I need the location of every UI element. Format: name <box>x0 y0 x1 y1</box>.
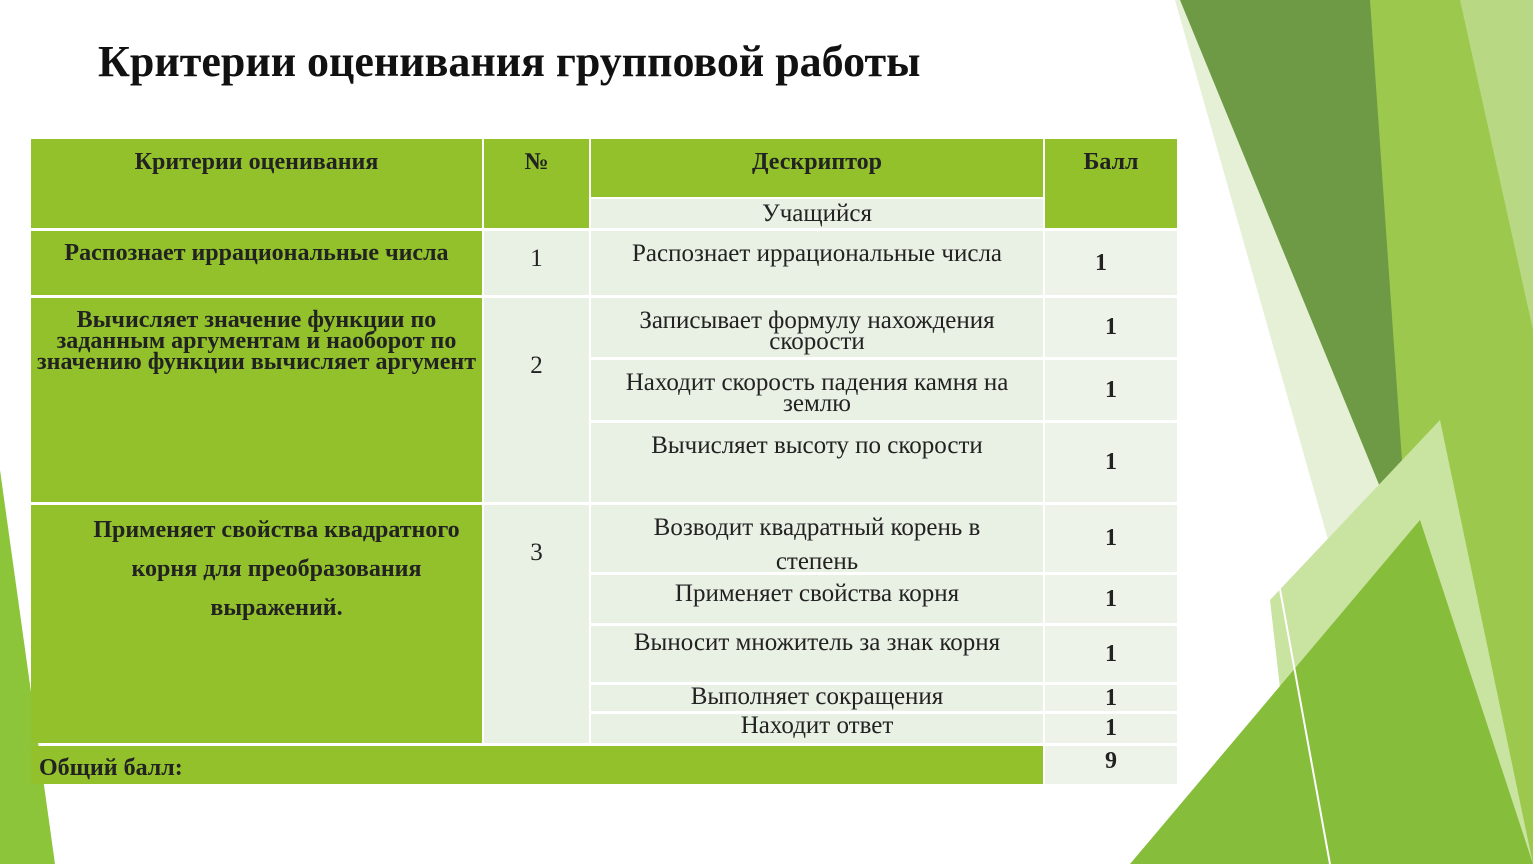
score-2-1: 1 <box>1045 298 1177 357</box>
header-number: № <box>484 139 589 228</box>
descriptor-1-1: Распознает иррациональные числа <box>591 231 1043 295</box>
descriptor-3-3: Выносит множитель за знак корня <box>591 626 1043 682</box>
score-1-1: 1 <box>1045 231 1177 295</box>
criterion-number-3: 3 <box>484 505 589 743</box>
page-title: Критерии оценивания групповой работы <box>98 37 921 86</box>
descriptor-3-4: Выполняет сокращения <box>591 685 1043 711</box>
score-2-2: 1 <box>1045 360 1177 420</box>
descriptor-3-1: Возводит квадратный корень в степень <box>591 505 1043 572</box>
score-3-5: 1 <box>1045 714 1177 743</box>
criterion-number-1: 1 <box>484 231 589 295</box>
total-value: 9 <box>1045 746 1177 784</box>
criterion-number-2: 2 <box>484 298 589 502</box>
criterion-2: Вычисляет значение функции по заданным аргументам и наоборот по значению функции вычисляет аргумент <box>31 298 482 502</box>
header-descriptor: Дескриптор <box>591 139 1043 197</box>
descriptor-2-3: Вычисляет высоту по скорости <box>591 423 1043 502</box>
score-3-1: 1 <box>1045 505 1177 572</box>
score-3-4: 1 <box>1045 685 1177 711</box>
header-score: Балл <box>1045 139 1177 228</box>
header-criteria: Критерии оценивания <box>31 139 482 228</box>
criterion-3: Применяет свойства квадратного корня для преобразования выражений. <box>31 505 482 743</box>
score-3-2: 1 <box>1045 575 1177 623</box>
descriptor-2-2: Находит скорость падения камня на землю <box>591 360 1043 420</box>
score-3-3: 1 <box>1045 626 1177 682</box>
descriptor-2-1: Записывает формулу нахождения скорости <box>591 298 1043 357</box>
total-label: Общий балл: <box>31 746 1043 784</box>
header-descriptor-sub: Учащийся <box>591 199 1043 228</box>
descriptor-3-5: Находит ответ <box>591 714 1043 743</box>
criterion-1: Распознает иррациональные числа <box>31 231 482 295</box>
score-2-3: 1 <box>1045 423 1177 502</box>
descriptor-3-2: Применяет свойства корня <box>591 575 1043 623</box>
